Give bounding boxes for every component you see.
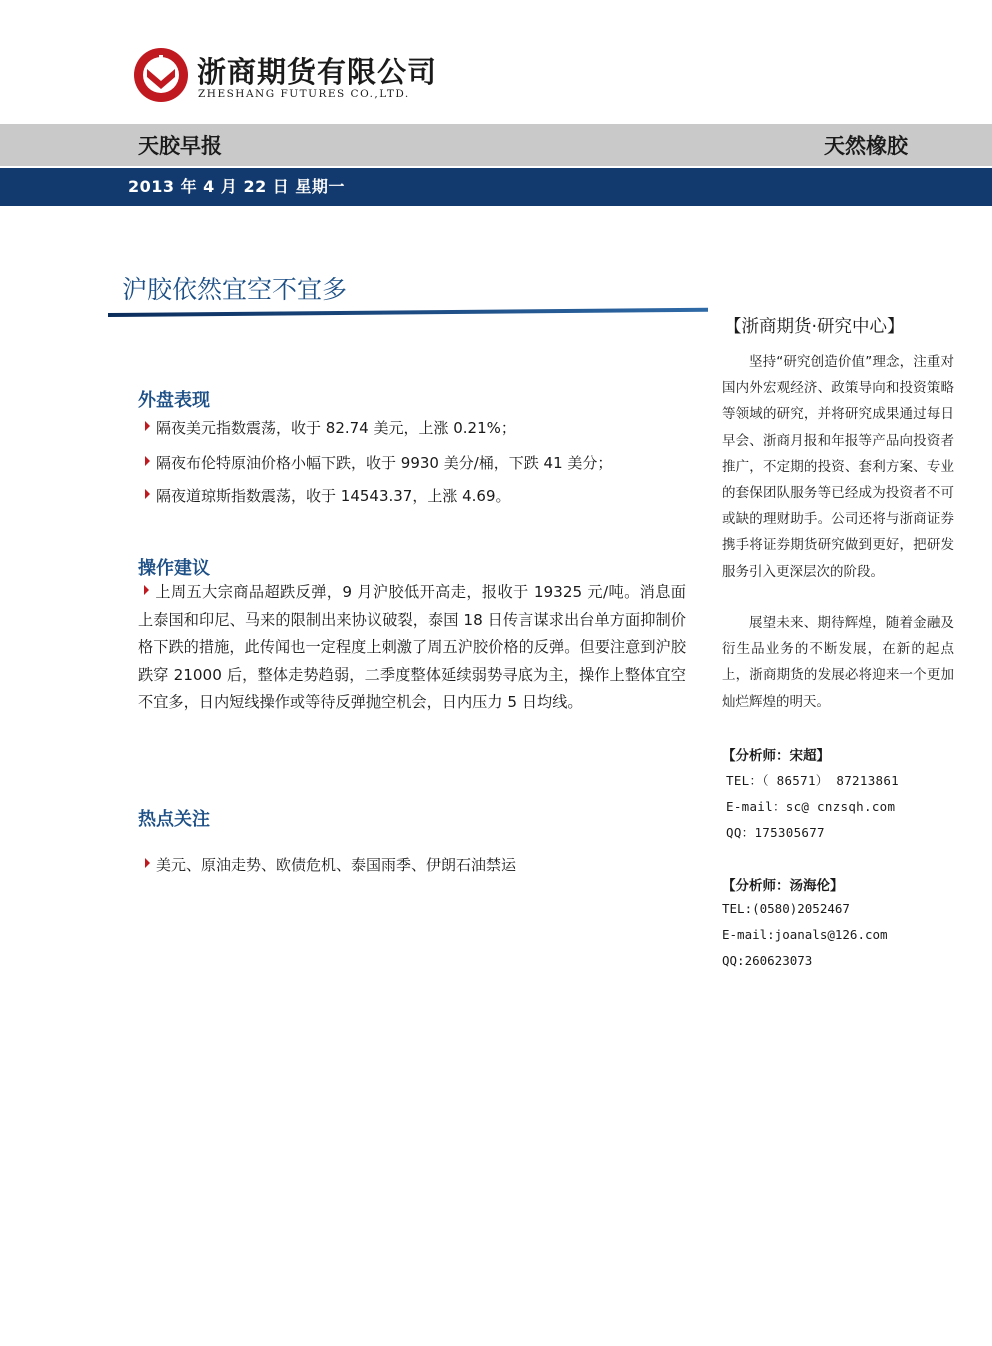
report-category: 天然橡胶 [824, 134, 908, 158]
analyst-tel: TEL：（ 86571） 87213861 [726, 773, 900, 788]
sidebar-intro: 坚持“研究创造价值”理念，注重对国内外宏观经济、政策导向和投资策略等领域的研究，并将研究成果通过每日早会、浙商月报和年报等产品向投资者推广，不定期的投资、套利方案、专业的套保团队服务等已经成为投资者不可或缺的理财助手。公司还将与浙商证券携手将证券期货研究做到更好，把研发服务引入更深层次的阶段。 [722, 354, 954, 580]
company-logo-icon [133, 47, 189, 103]
section-title-hotspot: 热点关注 [138, 809, 210, 830]
bullet-arrow-icon [145, 456, 150, 466]
analyst-email: E-mail:joanals@126.com [722, 927, 888, 942]
analyst-heading: 【分析师：宋超】 [722, 748, 830, 764]
analyst-qq: QQ:260623073 [722, 953, 813, 968]
company-name: 浙商期货有限公司 [197, 55, 438, 89]
advice-body: 上周五大宗商品超跌反弹，9 月沪胶低开高走，报收于 19325 元/吨。消息面上泰国和印尼、马来的限制出来协议破裂，泰国 18 日传言谋求出台单方面抑制价格下跌的措施，此传闻也一定程度上刺激了周五沪胶价格的反弹。但要注意到沪胶跌穿 21000 后，整体走势趋弱，二季度整体延续弱势寻底为主，操作上整体宜空不宜多，日内短线操作或等待反弹抛空机会，日内压力 5 日均线。 [138, 583, 686, 711]
section-title-advice: 操作建议 [138, 558, 210, 579]
bullet-arrow-icon [145, 489, 150, 499]
analyst-email: E-mail：sc@ cnzsqh.com [726, 799, 896, 814]
headline: 沪胶依然宜空不宜多 [122, 275, 348, 304]
list-item: 隔夜道琼斯指数震荡，收于 14543.37，上涨 4.69。 [145, 486, 511, 506]
report-date: 2013 年 4 月 22 日 星期一 [128, 177, 345, 196]
analyst-tel: TEL:(0580)2052467 [722, 901, 850, 916]
headline-divider [108, 308, 708, 317]
analyst-heading: 【分析师：汤海伦】 [722, 878, 844, 894]
sidebar-title: 【浙商期货·研究中心】 [724, 317, 905, 337]
list-item: 美元、原油走势、欧债危机、泰国雨季、伊朗石油禁运 [145, 855, 516, 875]
bullet-arrow-icon [145, 421, 150, 431]
list-item: 隔夜布伦特原油价格小幅下跌，收于 9930 美分/桶，下跌 41 美分； [145, 453, 612, 473]
bullet-arrow-icon [144, 585, 149, 595]
sidebar-outlook: 展望未来、期待辉煌，随着金融及衍生品业务的不断发展，在新的起点上，浙商期货的发展必将迎来一个更加灿烂辉煌的明天。 [722, 615, 954, 710]
report-type: 天胶早报 [138, 134, 222, 158]
company-name-en: ZHESHANG FUTURES CO.,LTD. [198, 88, 410, 100]
section-title-overseas: 外盘表现 [138, 390, 210, 411]
list-item: 隔夜美元指数震荡，收于 82.74 美元，上涨 0.21%； [145, 418, 516, 438]
bullet-arrow-icon [145, 858, 150, 868]
analyst-qq: QQ：175305677 [726, 825, 825, 840]
